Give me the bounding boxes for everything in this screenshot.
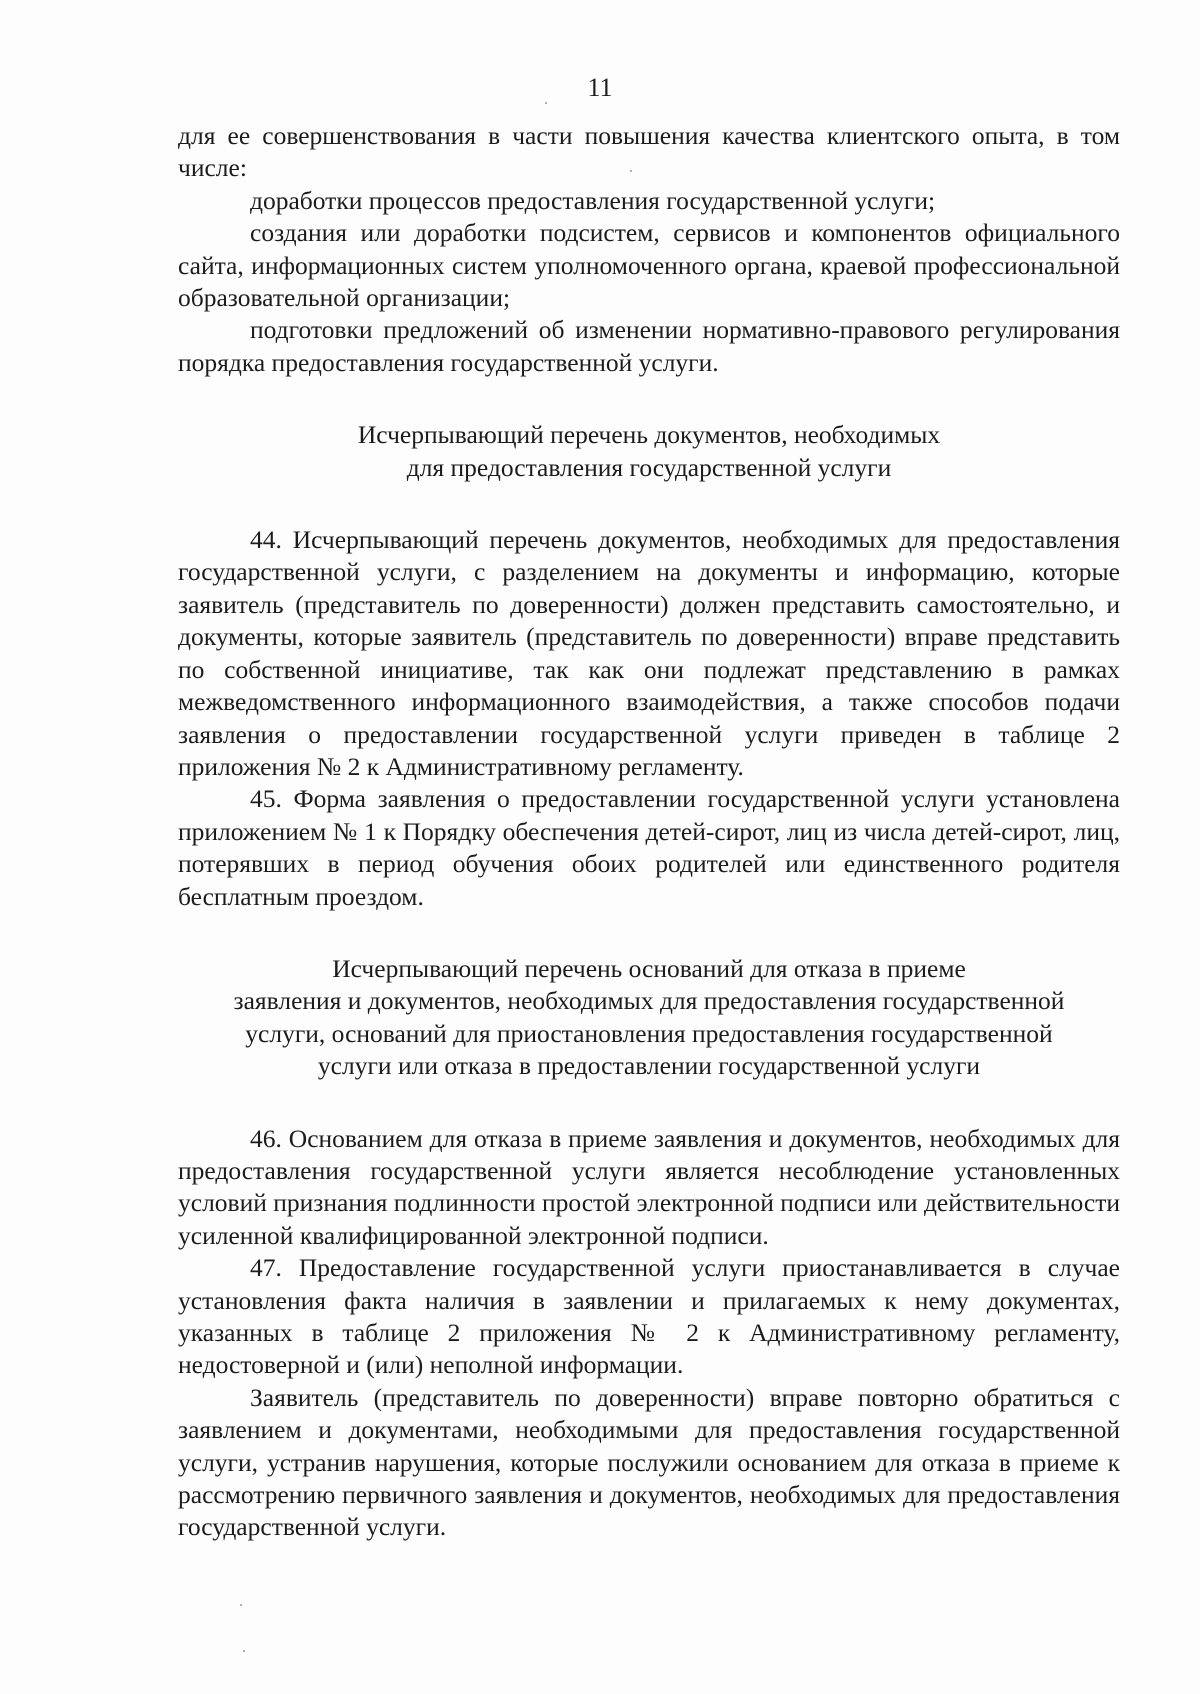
section-heading-documents-list [178,419,1120,484]
section-heading-refusal-grounds [178,953,1120,1083]
paragraph-45: 45. Форма заявления о предоставлении государственной услуги установлена приложением № 1 к Порядку обеспечения детей-сирот, лиц из числа детей-сирот, лиц, потерявших в период обучения обоих родителей или единственного родителя бесплатным проездом. [178,784,1120,911]
heading-line: для предоставления государственной услуги [406,452,892,482]
scan-speck [243,1650,245,1652]
paragraph-44: 44. Исчерпывающий перечень документов, необходимых для предоставления государственной услуги, с разделением на документы и информацию, которые заявитель (представитель по доверенности) должен представить самостоятельно, и документы, которые заявитель (представитель по доверенности) вправе представить по собственной инициативе, так как они подлежат представлению в рамках межведомственного информационного взаимодействия, а также способов подачи заявления о предоставлении государственной услуги приведен в таблице 2 приложения № 2 к Административному регламенту. [178,525,1120,781]
heading-line: заявления и документов, необходимых для предоставления государственной [233,986,1065,1016]
heading-line: услуги или отказа в предоставлении государственной услуги [317,1051,981,1081]
paragraph-subsystems: создания или доработки подсистем, сервисов и компонентов официального сайта, информационных систем уполномоченного органа, краевой профессиональной образовательной организации; [178,218,1120,313]
paragraph-47: 47. Предоставление государственной услуги приостанавливается в случае установления факта наличия в заявлении и прилагаемых к нему документах, указанных в таблице 2 приложения № 2 к Административному регламенту, недостоверной и (или) неполной информации. [178,1253,1120,1380]
document-body [178,120,1120,1544]
paragraph-46: 46. Основанием для отказа в приеме заявления и документов, необходимых для предоставления государственной услуги является несоблюдение установленных условий признания подлинности простой электронной подписи или действительности усиленной квалифицированной электронной подписи. [178,1123,1120,1250]
page-number: 11 [587,73,613,102]
paragraph-reapplication: Заявитель (представитель по доверенности) вправе повторно обратиться с заявлением и документами, необходимыми для предоставления государственной услуги, устранив нарушения, которые послужили основанием для отказа в приеме к рассмотрению первичного заявления и документов, необходимых для предоставления государственной услуги. [178,1382,1120,1542]
heading-line: Исчерпывающий перечень оснований для отказа в приеме [332,953,966,983]
heading-line: услуги, оснований для приостановления предоставления государственной [245,1018,1053,1048]
paragraph-process-refinement: доработки процессов предоставления государственной услуги; [250,185,936,215]
scan-speck [630,170,632,172]
scan-speck [240,1604,242,1606]
paragraph-intro-continuation: для ее совершенствования в части повышения качества клиентского опыта, в том числе: [178,121,1120,183]
scan-speck [545,102,547,104]
heading-line: Исчерпывающий перечень документов, необходимых [357,420,941,450]
paragraph-regulation-proposals: подготовки предложений об изменении нормативно-правового регулирования порядка предоставления государственной услуги. [178,315,1120,377]
